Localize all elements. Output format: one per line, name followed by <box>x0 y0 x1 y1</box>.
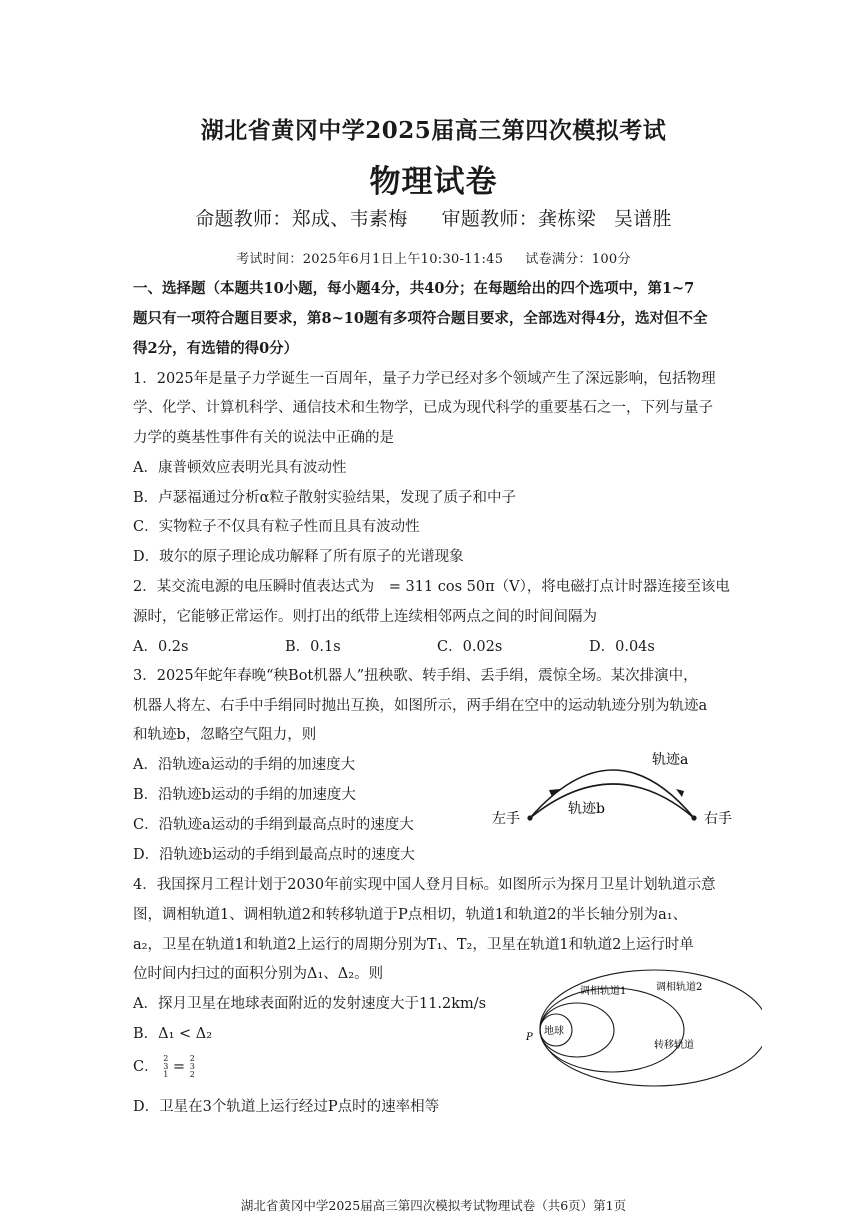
q4-orbit-figure <box>522 966 762 1090</box>
q4-stem-line3: a₂，卫星在轨道1和轨道2上运行的周期分别为T₁、T₂，卫星在轨道1和轨道2上运行时单 <box>133 937 694 953</box>
q3-option-b: B．沿轨迹b运动的手绢的加速度大 <box>133 787 356 803</box>
q4-option-c-label: C． <box>133 1059 159 1075</box>
label-left-hand: 左手 <box>492 811 520 827</box>
q1-stem-line1: 1．2025年是量子力学诞生一百周年，量子力学已经对多个领域产生了深远影响，包括物理 <box>133 371 716 387</box>
q3-option-c: C．沿轨迹a运动的手绢到最高点时的速度大 <box>133 817 414 833</box>
q2-option-a: A．0.2s <box>133 639 189 655</box>
q1-stem-line2: 学、化学、计算机科学、通信技术和生物学，已成为现代科学的重要基石之一，下列与量子 <box>133 400 713 416</box>
q4-option-a: A．探月卫星在地球表面附近的发射速度大于11.2km/s <box>133 996 487 1012</box>
trajectory-b-curve <box>530 784 694 818</box>
label-transfer-orbit: 转移轨道 <box>654 1040 694 1051</box>
page-footer: 湖北省黄冈中学2025届高三第四次模拟考试物理试卷（共6页）第1页 <box>240 1198 627 1213</box>
time-info: 考试时间：2025年6月1日上午10:30-11:45 <box>236 252 504 267</box>
q2-stem-line2: 源时，它能够正常运作。则打出的纸带上连续相邻两点之间的时间间隔为 <box>133 609 597 625</box>
q1-option-d: D．玻尔的原子理论成功解释了所有原子的光谱现象 <box>133 549 464 565</box>
label-trajectory-a: 轨迹a <box>652 752 689 768</box>
q3-stem-line1: 3．2025年蛇年春晚“秧Bot机器人”扭秧歌、转手绢、丢手绢，震惊全场。某次排演中， <box>133 668 698 684</box>
q1-stem-line3: 力学的奠基性事件有关的说法中正确的是 <box>133 430 394 446</box>
q2-option-b: B．0.1s <box>285 639 341 655</box>
q1-option-b: B．卢瑟福通过分析α粒子散射实验结果，发现了质子和中子 <box>133 490 516 506</box>
q1-option-a: A．康普顿效应表明光具有波动性 <box>133 460 347 476</box>
authors-label: 命题教师：郑成、韦素梅 <box>195 208 408 230</box>
q4-equals: = <box>172 1059 186 1075</box>
q3-stem-line2: 机器人将左、右手中手绢同时抛出互换，如图所示，两手绢在空中的运动轨迹分别为轨迹a <box>133 698 708 714</box>
q1-option-c: C．实物粒子不仅具有粒子性而且具有波动性 <box>133 519 420 535</box>
score-info: 试卷满分：100分 <box>525 252 631 267</box>
q4-fraction-left: 2 3 1 <box>163 1054 169 1079</box>
q2-option-d: D．0.04s <box>589 639 655 655</box>
q3-trajectory-figure <box>488 740 748 840</box>
teacher-info <box>0 204 867 231</box>
q3-stem-line3: 和轨迹b，忽略空气阻力，则 <box>133 727 317 743</box>
q3-option-a: A．沿轨迹a运动的手绢的加速度大 <box>133 757 356 773</box>
q2-option-c: C．0.02s <box>437 639 503 655</box>
q4-option-c <box>133 1055 195 1079</box>
q4-fraction-right: 2 3 2 <box>189 1054 195 1079</box>
q2-stem-line1: 2．某交流电源的电压瞬时值表达式为 = 311 cos 50π（V），将电磁打点计时器连接至该电 <box>133 579 730 595</box>
q4-stem-line1: 4．我国探月工程计划于2030年前实现中国人登月目标。如图所示为探月卫星计划轨道示意 <box>133 877 716 893</box>
left-hand-point <box>527 815 532 820</box>
exam-title: 湖北省黄冈中学2025届高三第四次模拟考试 <box>200 117 667 144</box>
arrow-a-icon <box>676 789 684 797</box>
q4-option-d: D．卫星在3个轨道上运行经过P点时的速率相等 <box>133 1099 440 1115</box>
arrow-b-icon <box>549 789 560 797</box>
q4-stem-line4: 位时间内扫过的面积分别为Δ₁、Δ₂。则 <box>133 966 384 982</box>
label-orbit-2: 调相轨道2 <box>656 982 703 993</box>
label-point-p: P <box>526 1032 533 1043</box>
section-instructions-line2: 题只有一项符合题目要求，第8~10题有多项符合题目要求，全部选对得4分，选对但不全 <box>133 310 708 327</box>
q2-options <box>133 635 655 656</box>
label-earth: 地球 <box>544 1026 564 1037</box>
label-right-hand: 右手 <box>704 811 732 827</box>
reviewers-label: 审题教师：龚栋梁 <box>441 208 596 230</box>
q3-option-d: D．沿轨迹b运动的手绢到最高点时的速度大 <box>133 847 415 863</box>
section-instructions-line3: 得2分，有选错的得0分） <box>133 340 299 357</box>
transfer-orbit <box>540 970 762 1086</box>
q4-option-b: B．Δ₁ < Δ₂ <box>133 1026 213 1042</box>
label-orbit-1: 调相轨道1 <box>580 986 627 997</box>
label-trajectory-b: 轨迹b <box>568 801 605 817</box>
subject-title: 物理试卷 <box>369 164 498 200</box>
exam-meta <box>0 248 867 267</box>
right-hand-point <box>691 815 696 820</box>
reviewer-name: 吴谱胜 <box>613 208 672 230</box>
q4-stem-line2: 图，调相轨道1、调相轨道2和转移轨道于P点相切，轨道1和轨道2的半长轴分别为a₁、 <box>133 907 688 923</box>
section-instructions-line1: 一、选择题（本题共10小题，每小题4分，共40分；在每题给出的四个选项中，第1~7 <box>133 280 695 297</box>
